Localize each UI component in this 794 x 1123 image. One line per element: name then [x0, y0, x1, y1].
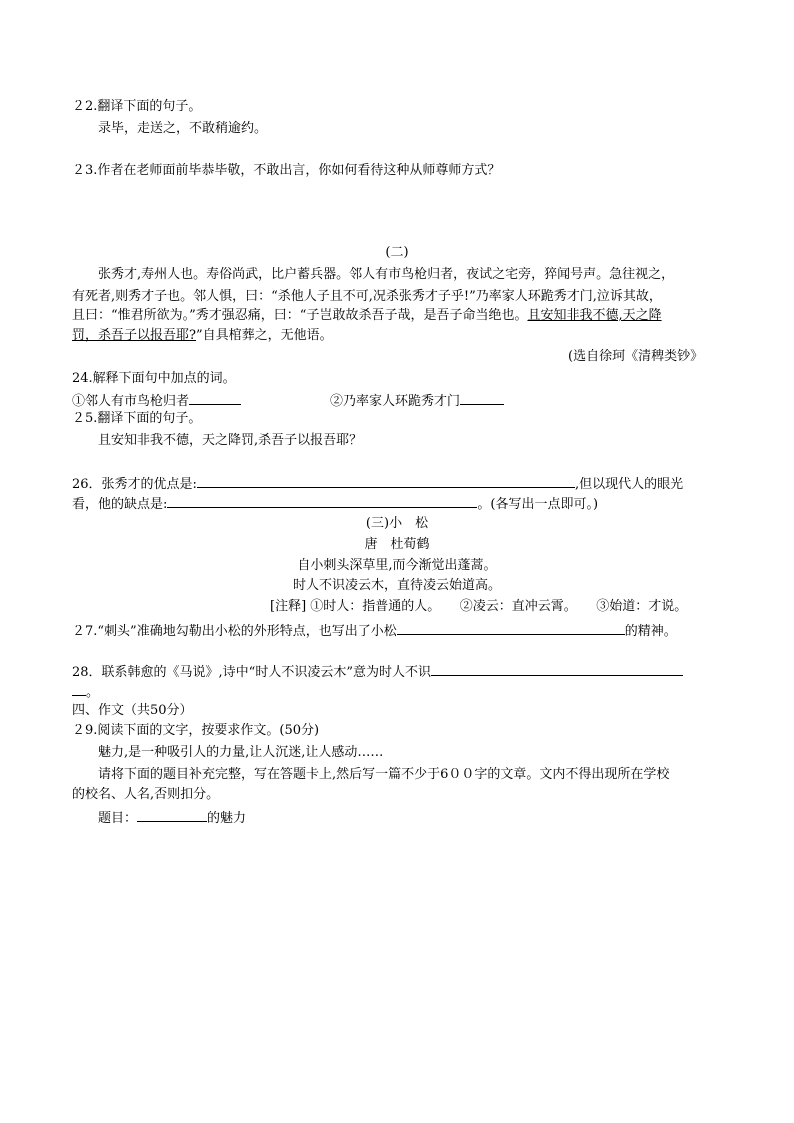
- q28-answer-blank-continued[interactable]: [72, 681, 86, 696]
- q26-weakness-blank[interactable]: [167, 493, 477, 508]
- poem-note: [注释] ①时人：指普通的人。 ②凌云：直冲云霄。 ③始道：才说。: [270, 599, 688, 614]
- passage2-line3: [72, 307, 662, 325]
- q22-sentence: 录毕，走送之，不敢稍逾约。: [98, 121, 268, 136]
- poem-author: 唐 杜荀鹤: [364, 537, 430, 552]
- q28-line1: [72, 661, 683, 679]
- q27-line: [72, 620, 677, 638]
- passage2-line2: 有死者,则秀才子也。邻人惧，曰：“杀他人子且不可,况杀张秀才子乎!”乃率家人环跪秀才门,泣诉其故，: [72, 289, 662, 304]
- q29-title-suffix: 的魅力: [207, 811, 247, 826]
- passage2-underlined-sentence-a: 且安知非我不德,天之降: [527, 308, 662, 323]
- q29-title-blank[interactable]: [137, 807, 207, 822]
- q24-item2: [330, 390, 504, 408]
- q29-para2-line1: 请将下面的题目补充完整，写在答题卡上,然后写一篇不少于6００字的文章。文内不得出现所在学校: [98, 767, 670, 782]
- q29-para1: 魅力,是一种吸引人的力量,让人沉迷,让人感动……: [98, 745, 384, 760]
- passage2-line4: [72, 327, 333, 345]
- q26-strength-label: 26．张秀才的优点是:: [72, 477, 197, 492]
- q26-line2: [72, 493, 598, 511]
- q26-modern-view-text: ,但以现代人的眼光: [574, 477, 684, 492]
- passage2-line4-text: ”自具棺葬之，无他语。: [195, 328, 333, 343]
- q24-item2-answer-blank[interactable]: [460, 390, 504, 405]
- q24-prompt: 24.解释下面句中加点的词。: [72, 371, 236, 386]
- q24-item1-text: ①邻人有市鸟枪归者: [72, 394, 190, 409]
- q26-instruction: 。(各写出一点即可。): [477, 497, 599, 512]
- q24-item1: [72, 390, 241, 408]
- passage2-line1: 张秀才,寿州人也。寿俗尚武，比户蓄兵器。邻人有市鸟枪归者，夜试之宅旁，猝闻号声。急往视之，: [98, 267, 675, 282]
- q29-title-line: [98, 807, 246, 825]
- q25-prompt: ２5.翻译下面的句子。: [72, 411, 202, 426]
- q26-strength-blank[interactable]: [197, 473, 575, 488]
- passage2-heading: (二): [385, 245, 409, 260]
- q29-para2-line2: 的校名、人名,否则扣分。: [72, 787, 220, 802]
- q27-text-end: 的精神。: [624, 624, 677, 639]
- poem-title: (三)小 松: [365, 516, 429, 531]
- passage2-underlined-sentence-b: 罚，杀吾子以报吾耶?: [72, 328, 196, 343]
- q26-weakness-label: 看，他的缺点是:: [72, 497, 168, 512]
- passage2-source: (选自徐珂《清稗类钞》: [568, 349, 704, 364]
- q24-item2-text: ②乃率家人环跪秀才门: [330, 394, 461, 409]
- q28-text-end: 。: [86, 685, 100, 700]
- poem-line1: 自小刺头深草里,而今渐觉出蓬蒿。: [297, 558, 497, 573]
- passage2-line3-text: 且曰：“惟君所欲为。”秀才强忍痛，曰：“子岂敢故杀吾子哉，是吾子命当绝也。: [72, 308, 528, 323]
- q28-text: 28．联系韩愈的《马说》,诗中“时人不识凌云木”意为时人不识: [72, 665, 431, 680]
- q27-text: ２7.“刺头”准确地勾勒出小松的外形特点，也写出了小松: [72, 624, 397, 639]
- q28-answer-blank[interactable]: [431, 661, 683, 676]
- q29-title-label: 题目：: [98, 811, 138, 826]
- q24-item1-answer-blank[interactable]: [189, 390, 241, 405]
- q27-answer-blank[interactable]: [397, 620, 625, 635]
- q22-prompt: ２2.翻译下面的句子。: [72, 99, 202, 114]
- q26-line1: [72, 473, 683, 491]
- q28-line2: [72, 681, 99, 699]
- q23-prompt: ２3.作者在老师面前毕恭毕敬，不敢出言，你如何看待这种从师尊师方式？: [72, 163, 501, 178]
- section4-heading: 四、作文（共50分）: [72, 703, 193, 718]
- q29-prompt: ２9.阅读下面的文字，按要求作文。(50分): [72, 723, 320, 738]
- poem-line2: 时人不识凌云木，直待凌云始道高。: [292, 578, 501, 593]
- q25-sentence: 且安知非我不德，天之降罚,杀吾子以报吾耶？: [98, 433, 363, 448]
